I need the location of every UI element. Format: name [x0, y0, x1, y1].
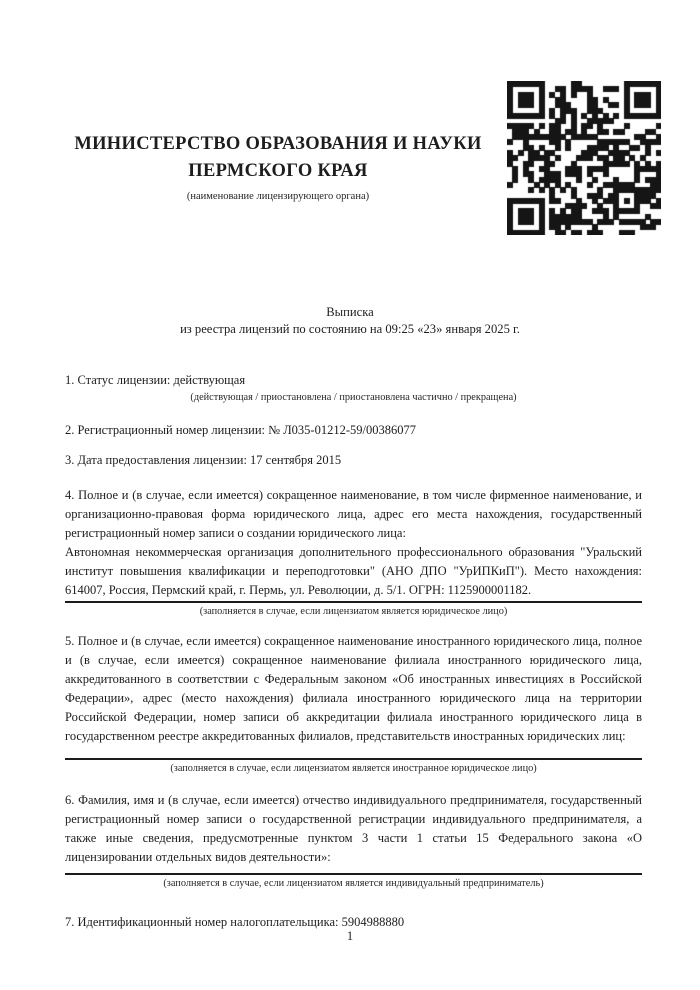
licensing-authority-block [60, 131, 496, 203]
page-number: 1 [346, 929, 354, 943]
field-4-caption: (заполняется в случае, если лицензиатом является юридическое лицо) [199, 606, 508, 617]
field-1-license-status: 1. Статус лицензии: действующая [65, 373, 246, 387]
field-6-entrepreneur-label: 6. Фамилия, имя и (в случае, если имеется) отчество индивидуального предпринимателя, государственный регистрационный номер записи о государственной регистрации индивидуального предпринимателя, а также иные сведения, предусмотренные пунктом 3 части 1 статьи 15 Федерального закона «О лицензировании отдельных видов деятельности»: [65, 793, 642, 864]
ministry-name-caption: (наименование лицензирующего органа) [186, 191, 370, 202]
field-6-fill-line [65, 873, 642, 875]
field-5-caption: (заполняется в случае, если лицензиатом является иностранное юридическое лицо) [170, 763, 537, 774]
qr-code-icon [507, 81, 661, 235]
field-3-grant-date: 3. Дата предоставления лицензии: 17 сентября 2015 [65, 453, 342, 467]
field-6-caption: (заполняется в случае, если лицензиатом является индивидуальный предприниматель) [163, 878, 544, 889]
field-4-fill-line [65, 601, 642, 603]
page-footer [0, 929, 700, 944]
field-5-foreign-entity-label: 5. Полное и (в случае, если имеется) сокращенное наименование иностранного юридического лица, полное и (в случае, если имеется) сокращенное наименование филиала иностранного юридического лица, аккредитованного в соответствии с Федеральным законом «Об иностранных инвестициях в Российской Федерации», адрес (место нахождения) филиала иностранного юридического лица на территории Российской Федерации, номер записи об аккредитации филиала иностранного юридического лица в государственном реестре аккредитованных филиалов, представительств иностранных юридических лиц: [65, 634, 642, 743]
ministry-name-line2: ПЕРМСКОГО КРАЯ [188, 161, 368, 181]
document-subtitle: из реестра лицензий по состоянию на 09:25 «23» января 2025 г. [180, 322, 520, 336]
field-4-legal-entity-label: 4. Полное и (в случае, если имеется) сокращенное наименование, в том числе фирменное наименование, и организационно-правовая форма юридического лица, адрес его места нахождения, государственный регистрационный номер записи о создании юридического лица: [65, 488, 642, 540]
field-2-registration-number: 2. Регистрационный номер лицензии: № Л035-01212-59/00386077 [65, 423, 416, 437]
field-5-fill-line [65, 758, 642, 760]
document-body [65, 366, 642, 932]
field-7-taxpayer-id: 7. Идентификационный номер налогоплательщика: 5904988880 [65, 915, 405, 929]
field-1-caption: (действующая / приостановлена / приостановлена частично / прекращена) [190, 392, 517, 403]
ministry-name-line1: МИНИСТЕРСТВО ОБРАЗОВАНИЯ И НАУКИ [74, 134, 482, 154]
document-title: Выписка [326, 305, 374, 319]
document-heading [0, 304, 700, 338]
field-4-legal-entity-value: Автономная некоммерческая организация дополнительного профессионального образования "Уральский институт повышения квалификации и переподготовки" (АНО ДПО "УрИПКиП"). Место нахождения: 614007, Россия, Пермский край, г. Пермь, ул. Революции, д. 5/1. ОГРН: 1125900001182. [65, 545, 642, 597]
